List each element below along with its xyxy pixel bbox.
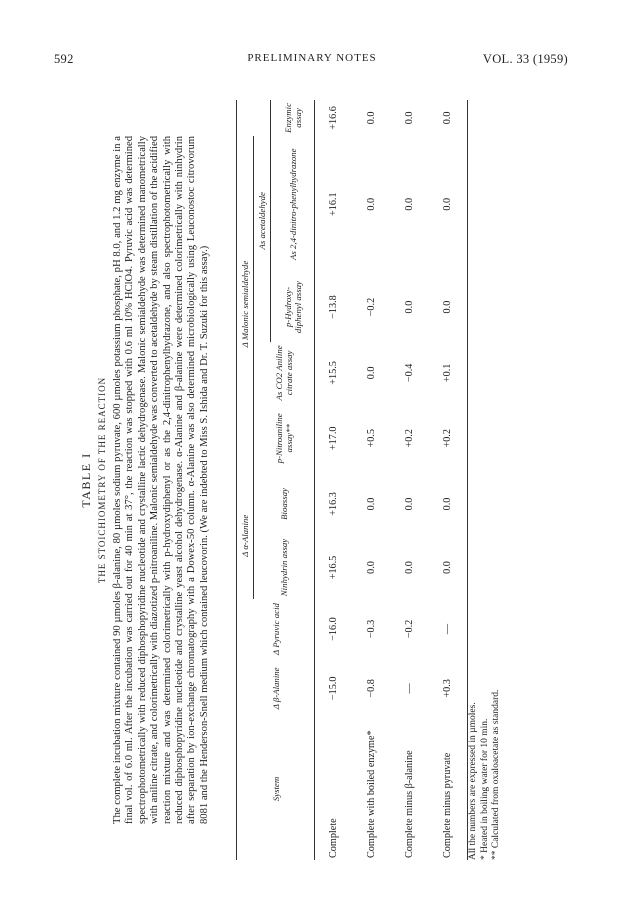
col-system: System [237,718,315,860]
footnote: ** Calculated from oxaloacetate as standard. [491,689,501,860]
cell-enzymic: +16.6 [327,106,339,130]
cell-nitroaniline: +0.5 [365,429,377,448]
footnote: All the numbers are expressed in µmoles. [468,702,478,860]
cell-dnph: 0.0 [403,197,415,211]
group-malonic-semialdehyde: Δ Malonic semialdehyde [237,136,254,472]
cell-nitroaniline: +0.2 [441,429,453,448]
col-beta-alanine: Δ β-Alanine [237,659,315,718]
cell-beta-alanine: −0.8 [365,679,377,698]
cell-system: Complete with boiled enzyme* [365,730,377,858]
cell-dnph: 0.0 [365,197,377,211]
page-number: 592 [54,52,74,66]
cell-bioassay: 0.0 [403,497,415,511]
footnote: * Heated in boiling water for 10 min. [479,718,490,860]
caption-text: The complete incubation mixture contained 90 µmoles β-alanine, 80 µmoles sodium pyruvate, 600 µmoles potassium phosphate, pH 8.0, and 1.2 mg enzyme in a final vol. of 6.0 ml. After the incubation was carried out for 40 min at 37°, the reaction was stopped with 0.6 ml 10% HClO4. Pyruvic acid was determined spectrophotometrically with reduced diphosphopyridine nucleotide and crystalline lactic dehydrogenase. Malonic semialdehyde was determined manometrically with aniline citrate, and colorimetrically with diazotized p-nitroaniline. Malonic semialdehyde was converted to acetaldehyde by steam distillation of the acidified reaction mixture and was determined colorimetrically with p-hydroxydiphenyl or as the 2,4-dinitrophenylhydrazone, and also spectrophotometrically with reduced diphosphopyridine nucleotide and crystalline yeast alcohol dehydrogenase. α-Alanine and β-alanine were determined colorimetrically with ninhydrin after separation by ion-exchange chromatography with a Dowex-50 column. α-Alanine was also determined microbiologically using Leuconostoc citrovorum 8081 and the Henderson-Snell medium which contained leucovorin. (We are indebted to Miss S. Ishida and Dr. T. Suzuki for this assay.) [112,136,210,824]
cell-co2: +15.5 [327,361,339,385]
col-co2: As CO2 Aniline citrate assay [254,342,315,405]
stoichiometry-table [236,100,468,860]
cell-hydroxydiphenyl: −0.2 [365,297,377,317]
table-subtitle: THE STOICHIOMETRY OF THE REACTION [97,376,107,584]
table-body [315,100,468,860]
cell-nitroaniline: +17.0 [327,426,339,451]
table-row [315,100,354,860]
cell-hydroxydiphenyl: 0.0 [403,300,415,314]
cell-ninhydrin: 0.0 [441,561,453,574]
volume-label: VOL. 33 (1959) [482,52,568,66]
cell-co2: −0.4 [403,363,415,383]
cell-co2: 0.0 [365,366,377,380]
cell-co2: +0.1 [441,363,453,383]
header-row-groups [237,100,254,860]
cell-dnph: 0.0 [441,197,453,211]
cell-system: Complete [327,818,339,858]
cell-enzymic: 0.0 [365,111,377,125]
cell-dnph: +16.1 [327,192,339,216]
cell-system: Complete minus β-alanine [403,750,415,858]
cell-pyruvic-acid: — [441,623,453,635]
table-caption [112,136,211,824]
cell-ninhydrin: 0.0 [403,561,415,574]
cell-enzymic: 0.0 [403,111,415,125]
cell-bioassay: 0.0 [365,497,377,511]
cell-pyruvic-acid: −0.2 [403,619,415,639]
cell-enzymic: 0.0 [441,111,453,125]
cell-ninhydrin: +16.5 [327,555,339,580]
cell-ninhydrin: 0.0 [365,561,377,574]
cell-beta-alanine: −15.0 [327,676,339,701]
col-enzymic: Enzymic assay [271,100,315,136]
cell-pyruvic-acid: −16.0 [327,617,339,641]
cell-beta-alanine: — [403,683,415,694]
group-alpha-alanine: Δ α-Alanine [237,472,254,599]
col-nitroaniline: p-Nitroaniline assay** [254,404,315,472]
col-ninhydrin: Ninhydrin assay [254,536,315,600]
col-dnph: As 2,4-dinitro-phenylhydrazone [271,136,315,273]
cell-bioassay: +16.3 [327,492,339,516]
rotated-table-page [70,100,540,860]
cell-hydroxydiphenyl: −13.8 [327,295,339,319]
table-title: TABLE I [79,452,93,508]
table-row [429,100,468,860]
cell-beta-alanine: +0.3 [441,679,453,698]
table-row [391,100,429,860]
table-footnotes [468,160,503,860]
group-as-acetaldehyde: As acetaldehyde [254,100,271,342]
cell-hydroxydiphenyl: 0.0 [441,300,453,314]
cell-nitroaniline: +0.2 [403,429,415,448]
cell-pyruvic-acid: −0.3 [365,619,377,639]
cell-bioassay: 0.0 [441,497,453,511]
col-pyruvic-acid: Δ Pyruvic acid [237,599,315,658]
running-head: PRELIMINARY NOTES [247,52,377,64]
cell-system: Complete minus pyruvate [441,752,453,858]
table-row [353,100,391,860]
col-hydroxydiphenyl: p-Hydroxy-diphenyl assay [271,273,315,342]
col-bioassay: Bioassay [254,472,315,535]
